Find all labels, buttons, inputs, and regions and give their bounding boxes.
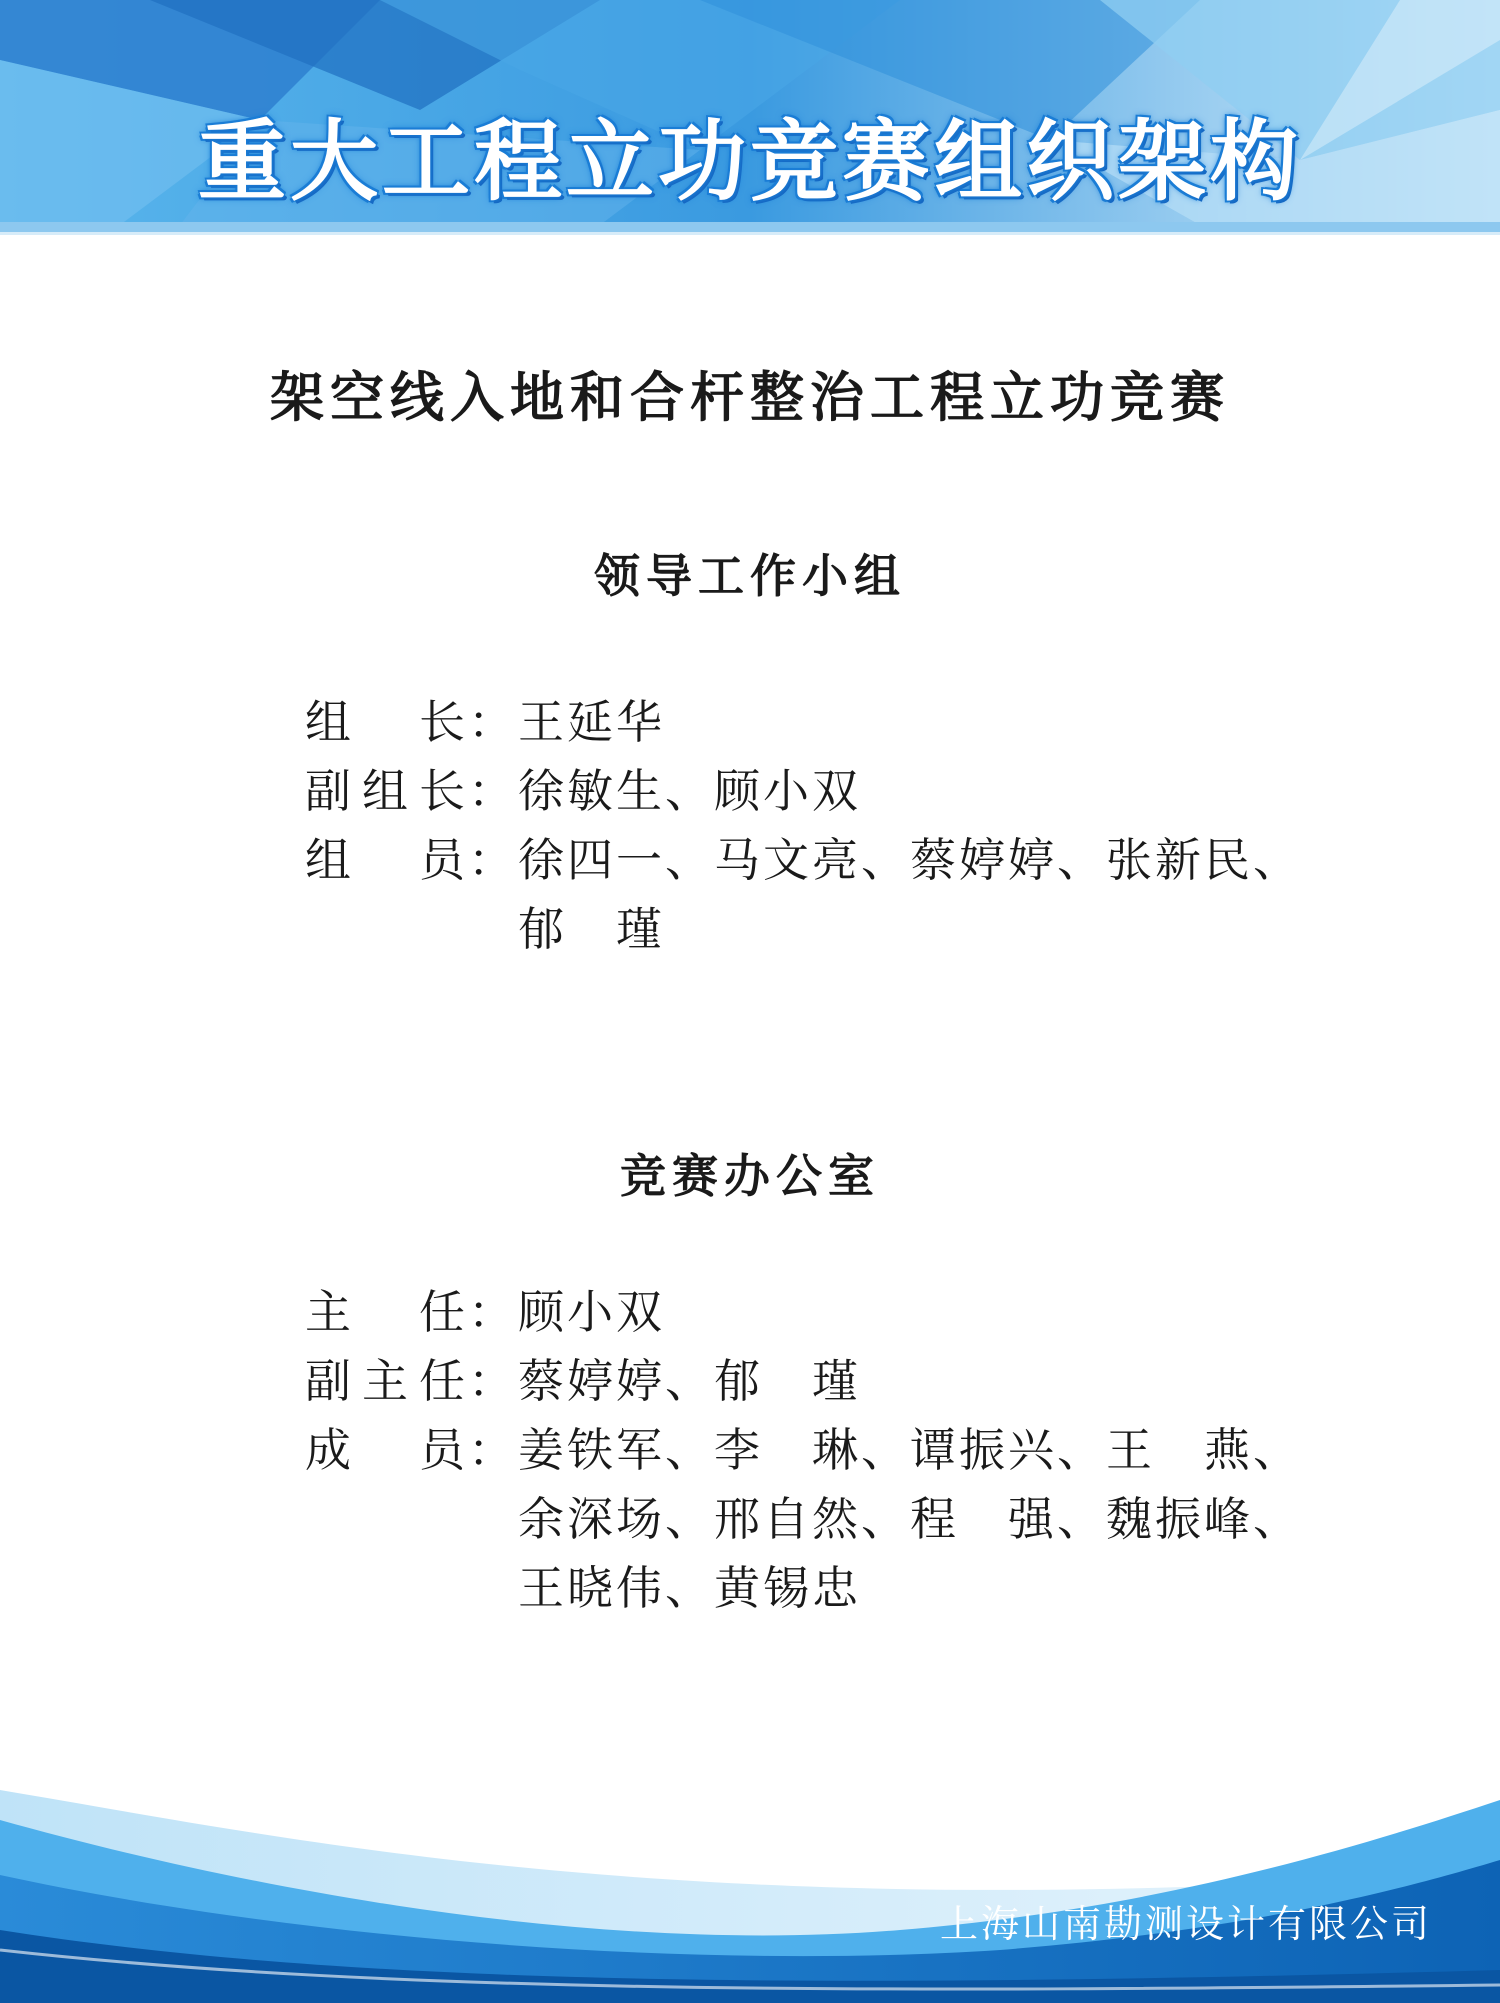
leadership-roster [305, 688, 1365, 964]
role-label [305, 757, 518, 826]
role-text: 成 员 [305, 1423, 465, 1477]
office-roster [305, 1278, 1365, 1623]
colon: ： [468, 695, 514, 749]
names: 王延华 [518, 695, 665, 749]
role-text: 主 任 [305, 1285, 465, 1339]
role-label [305, 1278, 518, 1347]
roster-row-members [305, 826, 1365, 964]
company-name: 上海山南勘测设计有限公司 [939, 1902, 1432, 1946]
role-text: 组 长 [305, 695, 465, 749]
colon: ： [468, 1354, 514, 1408]
role-text: 副 主 任 [305, 1354, 465, 1408]
role-label [305, 1347, 518, 1416]
colon: ： [468, 764, 514, 818]
colon: ： [468, 833, 514, 887]
roster-row-deputy-director [305, 1347, 1365, 1416]
roster-row-director [305, 1278, 1365, 1347]
roster-row-office-members [305, 1416, 1365, 1623]
role-text: 组 员 [305, 833, 465, 887]
role-text: 副 组 长 [305, 764, 465, 818]
footer-waves [0, 1780, 1500, 2003]
names: 姜铁军、李 琳、谭振兴、王 燕、 余深场、邢自然、程 强、魏振峰、 王晓伟、黄锡忠 [518, 1423, 1302, 1615]
names: 徐四一、马文亮、蔡婷婷、张新民、 郁 瑾 [518, 833, 1302, 956]
names: 徐敏生、顾小双 [518, 764, 861, 818]
competition-office-title: 竞赛办公室 [620, 1149, 880, 1203]
project-title: 架空线入地和合杆整治工程立功竞赛 [270, 366, 1230, 429]
names: 蔡婷婷、郁 瑾 [518, 1354, 861, 1408]
roster-row-leader [305, 688, 1365, 757]
main-title: 重大工程立功竞赛组织架构 [197, 110, 1302, 213]
role-label [305, 688, 518, 757]
names: 顾小双 [518, 1285, 665, 1339]
roster-row-deputy-leader [305, 757, 1365, 826]
leadership-group-title: 领导工作小组 [594, 549, 906, 603]
footer-banner [0, 1780, 1500, 2003]
role-label [305, 1416, 518, 1485]
role-label [305, 826, 518, 895]
colon: ： [468, 1285, 514, 1339]
colon: ： [468, 1423, 514, 1477]
header-banner [0, 0, 1500, 235]
